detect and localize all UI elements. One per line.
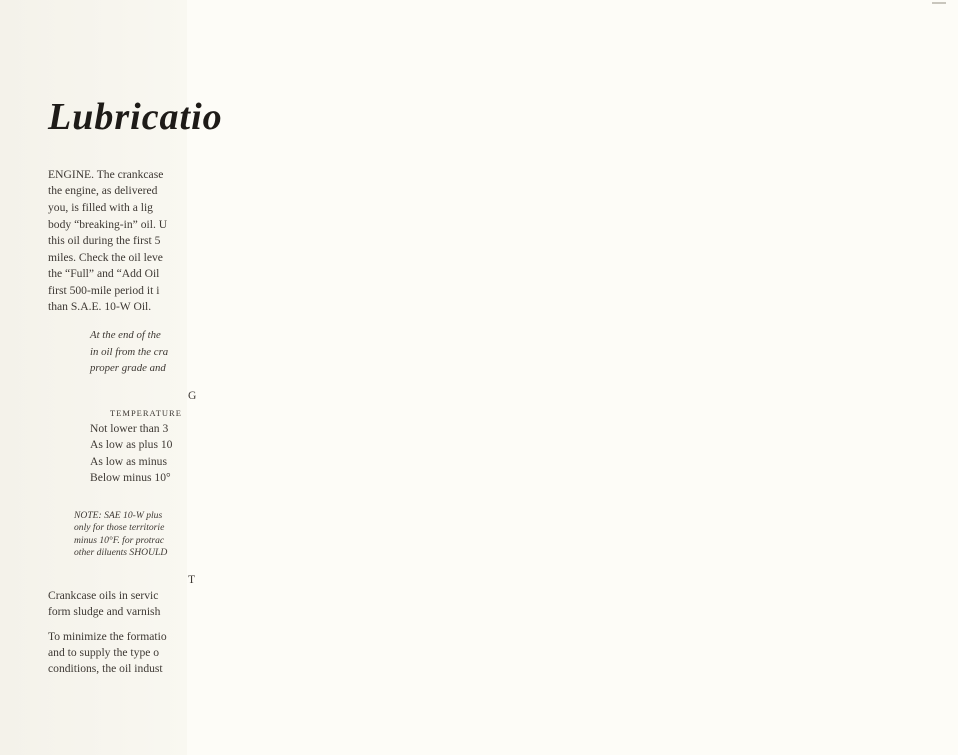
italic-line: in oil from the cra (90, 346, 169, 358)
table-row: Not lower than 3 (90, 422, 169, 435)
paragraph-line: form sludge and varnish (48, 605, 161, 618)
paragraph-line: you, is filled with a lig (48, 201, 153, 214)
paragraph-line: first 500-mile period it i (48, 284, 160, 297)
text-column (48, 0, 223, 755)
table-row: As low as plus 10 (90, 438, 173, 451)
paragraph-line: conditions, the oil indust (48, 662, 163, 675)
note-line: other diluents SHOULD (74, 547, 168, 558)
note-line: only for those territorie (74, 522, 165, 533)
paragraph-line: body “breaking-in” oil. U (48, 218, 168, 231)
paragraph-line: this oil during the first 5 (48, 234, 161, 247)
section-heading: T (188, 573, 196, 586)
note-line: minus 10°F. for protrac (74, 535, 165, 546)
table-column-label: TEMPERATURE (110, 408, 182, 418)
italic-line: At the end of the (90, 329, 161, 341)
paragraph-line: than S.A.E. 10-W Oil. (48, 300, 152, 313)
scan-corner-mark-right (932, 2, 946, 4)
page-title: Lubricatio (48, 96, 223, 138)
paragraph-line: Crankcase oils in servic (48, 589, 159, 602)
paragraph-line: the “Full” and “Add Oil (48, 267, 160, 280)
note-line: NOTE: SAE 10-W plus (74, 510, 163, 521)
table-heading: G (188, 389, 197, 402)
paragraph-line: To minimize the formatio (48, 630, 167, 643)
paragraph-line: and to supply the type o (48, 646, 160, 659)
italic-line: proper grade and (90, 362, 166, 374)
scanned-text-strip (0, 0, 223, 755)
paragraph-line: miles. Check the oil leve (48, 251, 163, 264)
paragraph-line: the engine, as delivered (48, 184, 158, 197)
table-row: Below minus 10° (90, 471, 171, 484)
paragraph-line: ENGINE. The crankcase (48, 168, 164, 181)
table-row: As low as minus (90, 455, 167, 468)
